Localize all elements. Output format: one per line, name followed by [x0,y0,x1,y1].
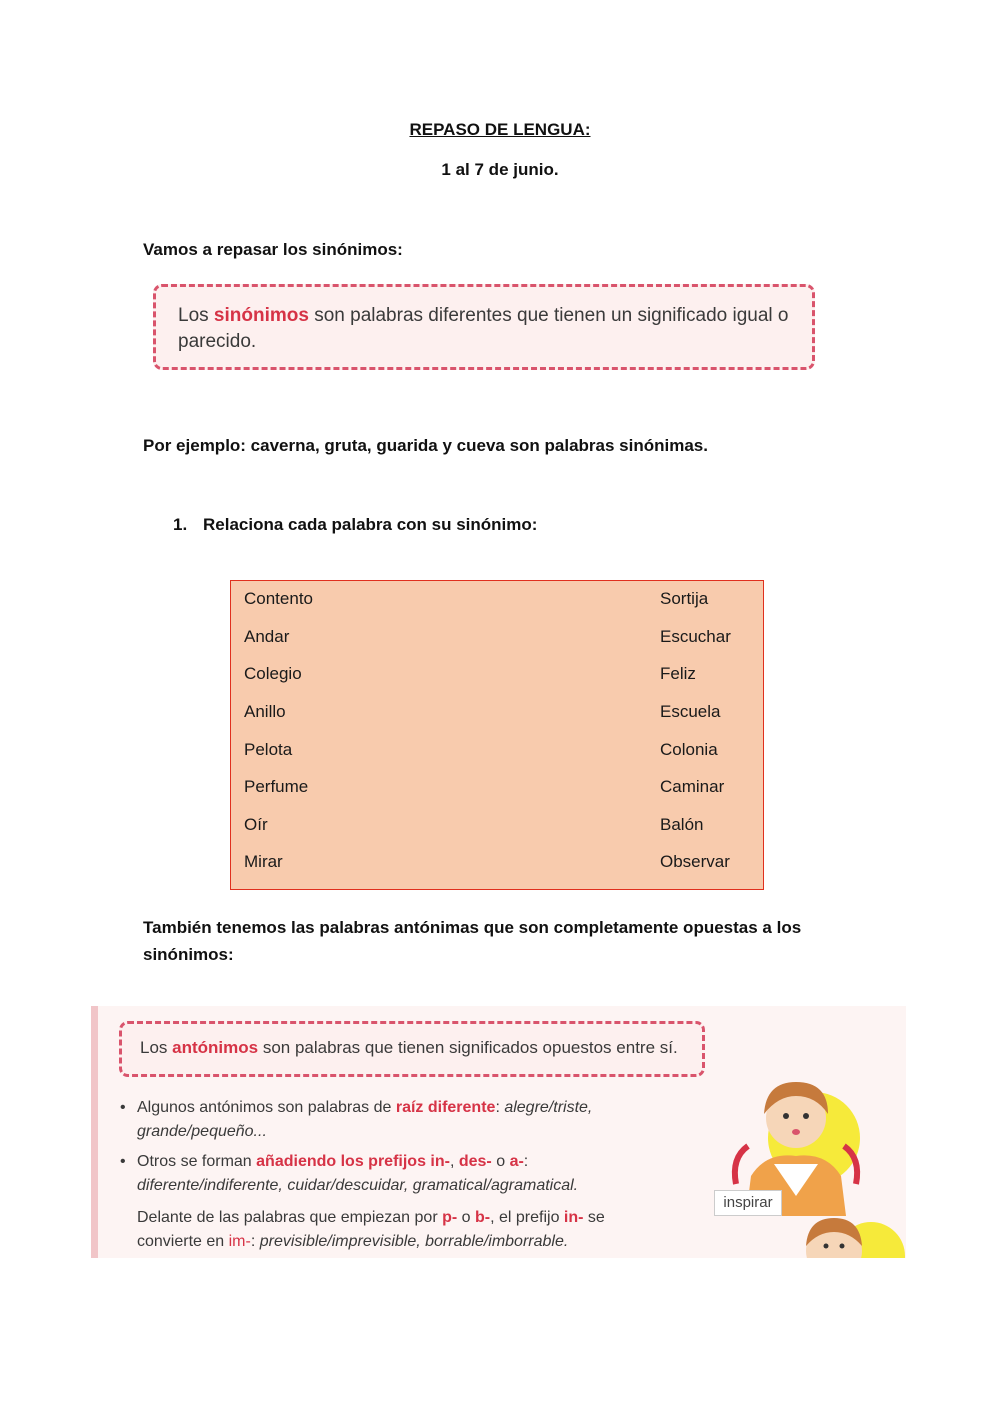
right-word[interactable]: Sortija [660,589,709,608]
bullet-prefixes: • Otros se forman añadiendo los prefijos in-, des- o a-: diferente/indiferente, cuidar/descuidar, gramatical/agramatical. [137,1150,707,1198]
left-word[interactable]: Oír [244,815,268,834]
page-edge-bar [91,1006,98,1258]
matching-table [230,580,764,890]
antonyms-textbook-excerpt [91,1006,906,1258]
right-word[interactable]: Observar [660,852,730,871]
synonym-term: sinónimos [213,305,309,326]
left-word[interactable]: Pelota [244,740,293,759]
synonyms-example: Por ejemplo: caverna, gruta, guarida y cueva son palabras sinónimas. [143,436,708,455]
antonym-definition: Los antónimos son palabras que tienen significados opuestos entre sí. [140,1038,678,1057]
arrow-left-icon [735,1146,748,1184]
synonym-definition-box [153,284,815,370]
right-word[interactable]: Caminar [660,777,725,796]
right-word[interactable]: Balón [660,815,704,834]
right-word[interactable]: Feliz [660,664,696,683]
antonyms-intro: También tenemos las palabras antónimas que son completamente opuestas a los sinónimos: [143,918,802,964]
right-word[interactable]: Colonia [660,740,718,759]
left-word[interactable]: Perfume [244,777,309,796]
left-word[interactable]: Anillo [244,702,286,721]
children-illustration [696,1066,906,1258]
bullet-icon: • [120,1153,126,1170]
exercise-instruction: 1. Relaciona cada palabra con su sinónimo: [173,515,538,534]
left-word[interactable]: Mirar [244,852,283,871]
synonym-definition: Los sinónimos son palabras diferentes que tienen un significado igual o parecido. [178,305,789,352]
prefix-note: Delante de las palabras que empiezan por p- o b-, el prefijo in- se convierte en im-: previsible/imprevisible, borrable/imborrable. [137,1209,605,1250]
bullet-icon: • [120,1099,126,1116]
right-word[interactable]: Escuchar [660,627,731,646]
left-word[interactable]: Colegio [244,664,302,683]
document-title: REPASO DE LENGUA: [409,120,591,139]
synonyms-intro: Vamos a repasar los sinónimos: [143,240,403,259]
bullet-root-different: • Algunos antónimos son palabras de raíz diferente: alegre/triste, grande/pequeño... [137,1096,697,1144]
antonym-definition-box [119,1021,705,1077]
exercise-number: 1. [173,515,188,534]
left-word[interactable]: Andar [244,627,290,646]
antonym-term: antónimos [172,1038,259,1057]
illustration-label: inspirar [714,1190,782,1216]
right-word[interactable]: Escuela [660,702,721,721]
document-date: 1 al 7 de junio. [441,160,559,179]
left-word[interactable]: Contento [244,589,313,608]
